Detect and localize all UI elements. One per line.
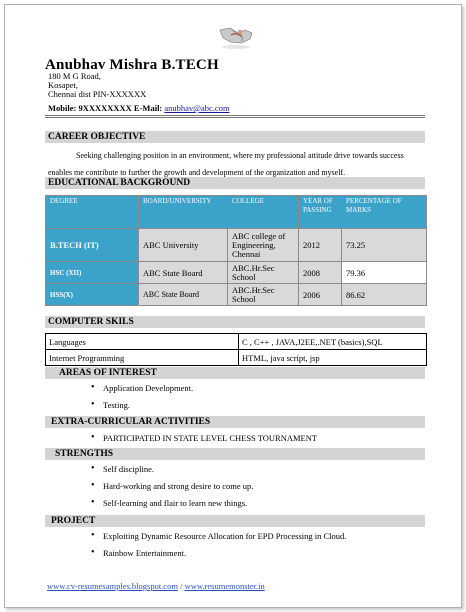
percentage-cell: 79.36: [342, 262, 427, 284]
table-row: [46, 229, 427, 262]
skill-value: HTML, java script, jsp: [239, 350, 427, 366]
skill-label: Internet Programming: [46, 350, 239, 366]
education-table: [45, 195, 427, 306]
address-line-3: Chennai dist PIN-XXXXXX: [48, 89, 147, 99]
college-cell: ABC.Hr.Sec School: [228, 262, 299, 284]
interest-list: [91, 381, 193, 415]
board-cell: ABC State Board: [139, 262, 228, 284]
col-year: YEAR OF PASSING: [299, 196, 342, 229]
address-line-2: Kosapet,: [48, 80, 78, 90]
table-row: [46, 284, 427, 306]
career-objective-text: [48, 147, 424, 181]
degree-cell: B.TECH (IT): [46, 229, 139, 262]
year-cell: 2006: [299, 284, 342, 306]
skill-label: Languages: [46, 334, 239, 350]
address-line-1: 180 M G Road,: [48, 71, 101, 81]
list-item: • Testing.: [91, 398, 193, 415]
percentage-cell: 73.25: [342, 229, 427, 262]
list-item: • Exploiting Dynamic Resource Allocation for EPD Processing in Cloud.: [91, 529, 346, 546]
col-degree: DEGREE: [46, 196, 139, 229]
email-link[interactable]: anubhav@abc.com: [164, 103, 230, 113]
resume-page: [4, 4, 462, 608]
education-heading: EDUCATIONAL BACKGROUND: [45, 177, 425, 189]
footer-link-blog[interactable]: www.cv-resumesamples.blogspot.com: [47, 581, 178, 591]
year-cell: 2008: [299, 262, 342, 284]
project-heading: PROJECT: [45, 515, 425, 527]
interest-heading: AREAS OF INTEREST: [45, 367, 425, 379]
list-item: • Rainbow Entertainment.: [91, 546, 346, 563]
footer-link-resumemonster[interactable]: www.resumemonster.in: [184, 581, 265, 591]
table-row: [46, 350, 427, 366]
table-row: [46, 262, 427, 284]
contact-line: [48, 103, 230, 113]
col-board: BOARD/UNIVERSITY: [139, 196, 228, 229]
year-cell: 2012: [299, 229, 342, 262]
board-cell: ABC University: [139, 229, 228, 262]
list-item: • PARTICIPATED IN STATE LEVEL CHESS TOURNAMENT: [91, 431, 317, 448]
list-item: • Application Development.: [91, 381, 193, 398]
strengths-list: [91, 462, 253, 513]
table-row: [46, 334, 427, 350]
handshake-icon: [217, 21, 255, 49]
footer: [47, 581, 265, 591]
extra-curricular-heading: EXTRA-CURRICULAR ACTIVITIES: [45, 416, 425, 428]
college-cell: ABC college of Engineering, Chennai: [228, 229, 299, 262]
percentage-cell: 86.62: [342, 284, 427, 306]
list-item: • Hard-working and strong desire to come up.: [91, 479, 253, 496]
list-item: • Self-learning and flair to learn new things.: [91, 496, 253, 513]
divider: [45, 117, 425, 118]
candidate-name: Anubhav Mishra B.TECH: [45, 57, 219, 73]
divider: [45, 115, 425, 116]
computer-skills-table: [45, 333, 427, 366]
college-cell: ABC.Hr.Sec School: [228, 284, 299, 306]
education-header-row: [46, 196, 427, 229]
career-objective-body: Seeking challenging position in an environment, where my professional attitude drive towards success enables me contribute to further the growth and development of the organization and myself.: [48, 151, 404, 177]
computer-skills-heading: COMPUTER SKILS: [45, 316, 425, 328]
extra-curricular-list: [91, 431, 317, 448]
col-percentage: PERCENTAGE OF MARKS: [342, 196, 427, 229]
mobile-label: Mobile: 9XXXXXXXX E-Mail:: [48, 103, 163, 113]
list-item: • Self discipline.: [91, 462, 253, 479]
footer-separator: /: [177, 581, 185, 591]
career-objective-heading: CAREER OBJECTIVE: [45, 131, 425, 143]
col-college: COLLEGE: [228, 196, 299, 229]
skill-value: C , C++ , JAVA,J2EE,.NET (basics),SQL: [239, 334, 427, 350]
strengths-heading: STRENGTHS: [45, 448, 425, 460]
degree-cell: HSS(X): [46, 284, 139, 306]
degree-cell: HSC (XII): [46, 262, 139, 284]
project-list: [91, 529, 346, 563]
board-cell: ABC State Board: [139, 284, 228, 306]
